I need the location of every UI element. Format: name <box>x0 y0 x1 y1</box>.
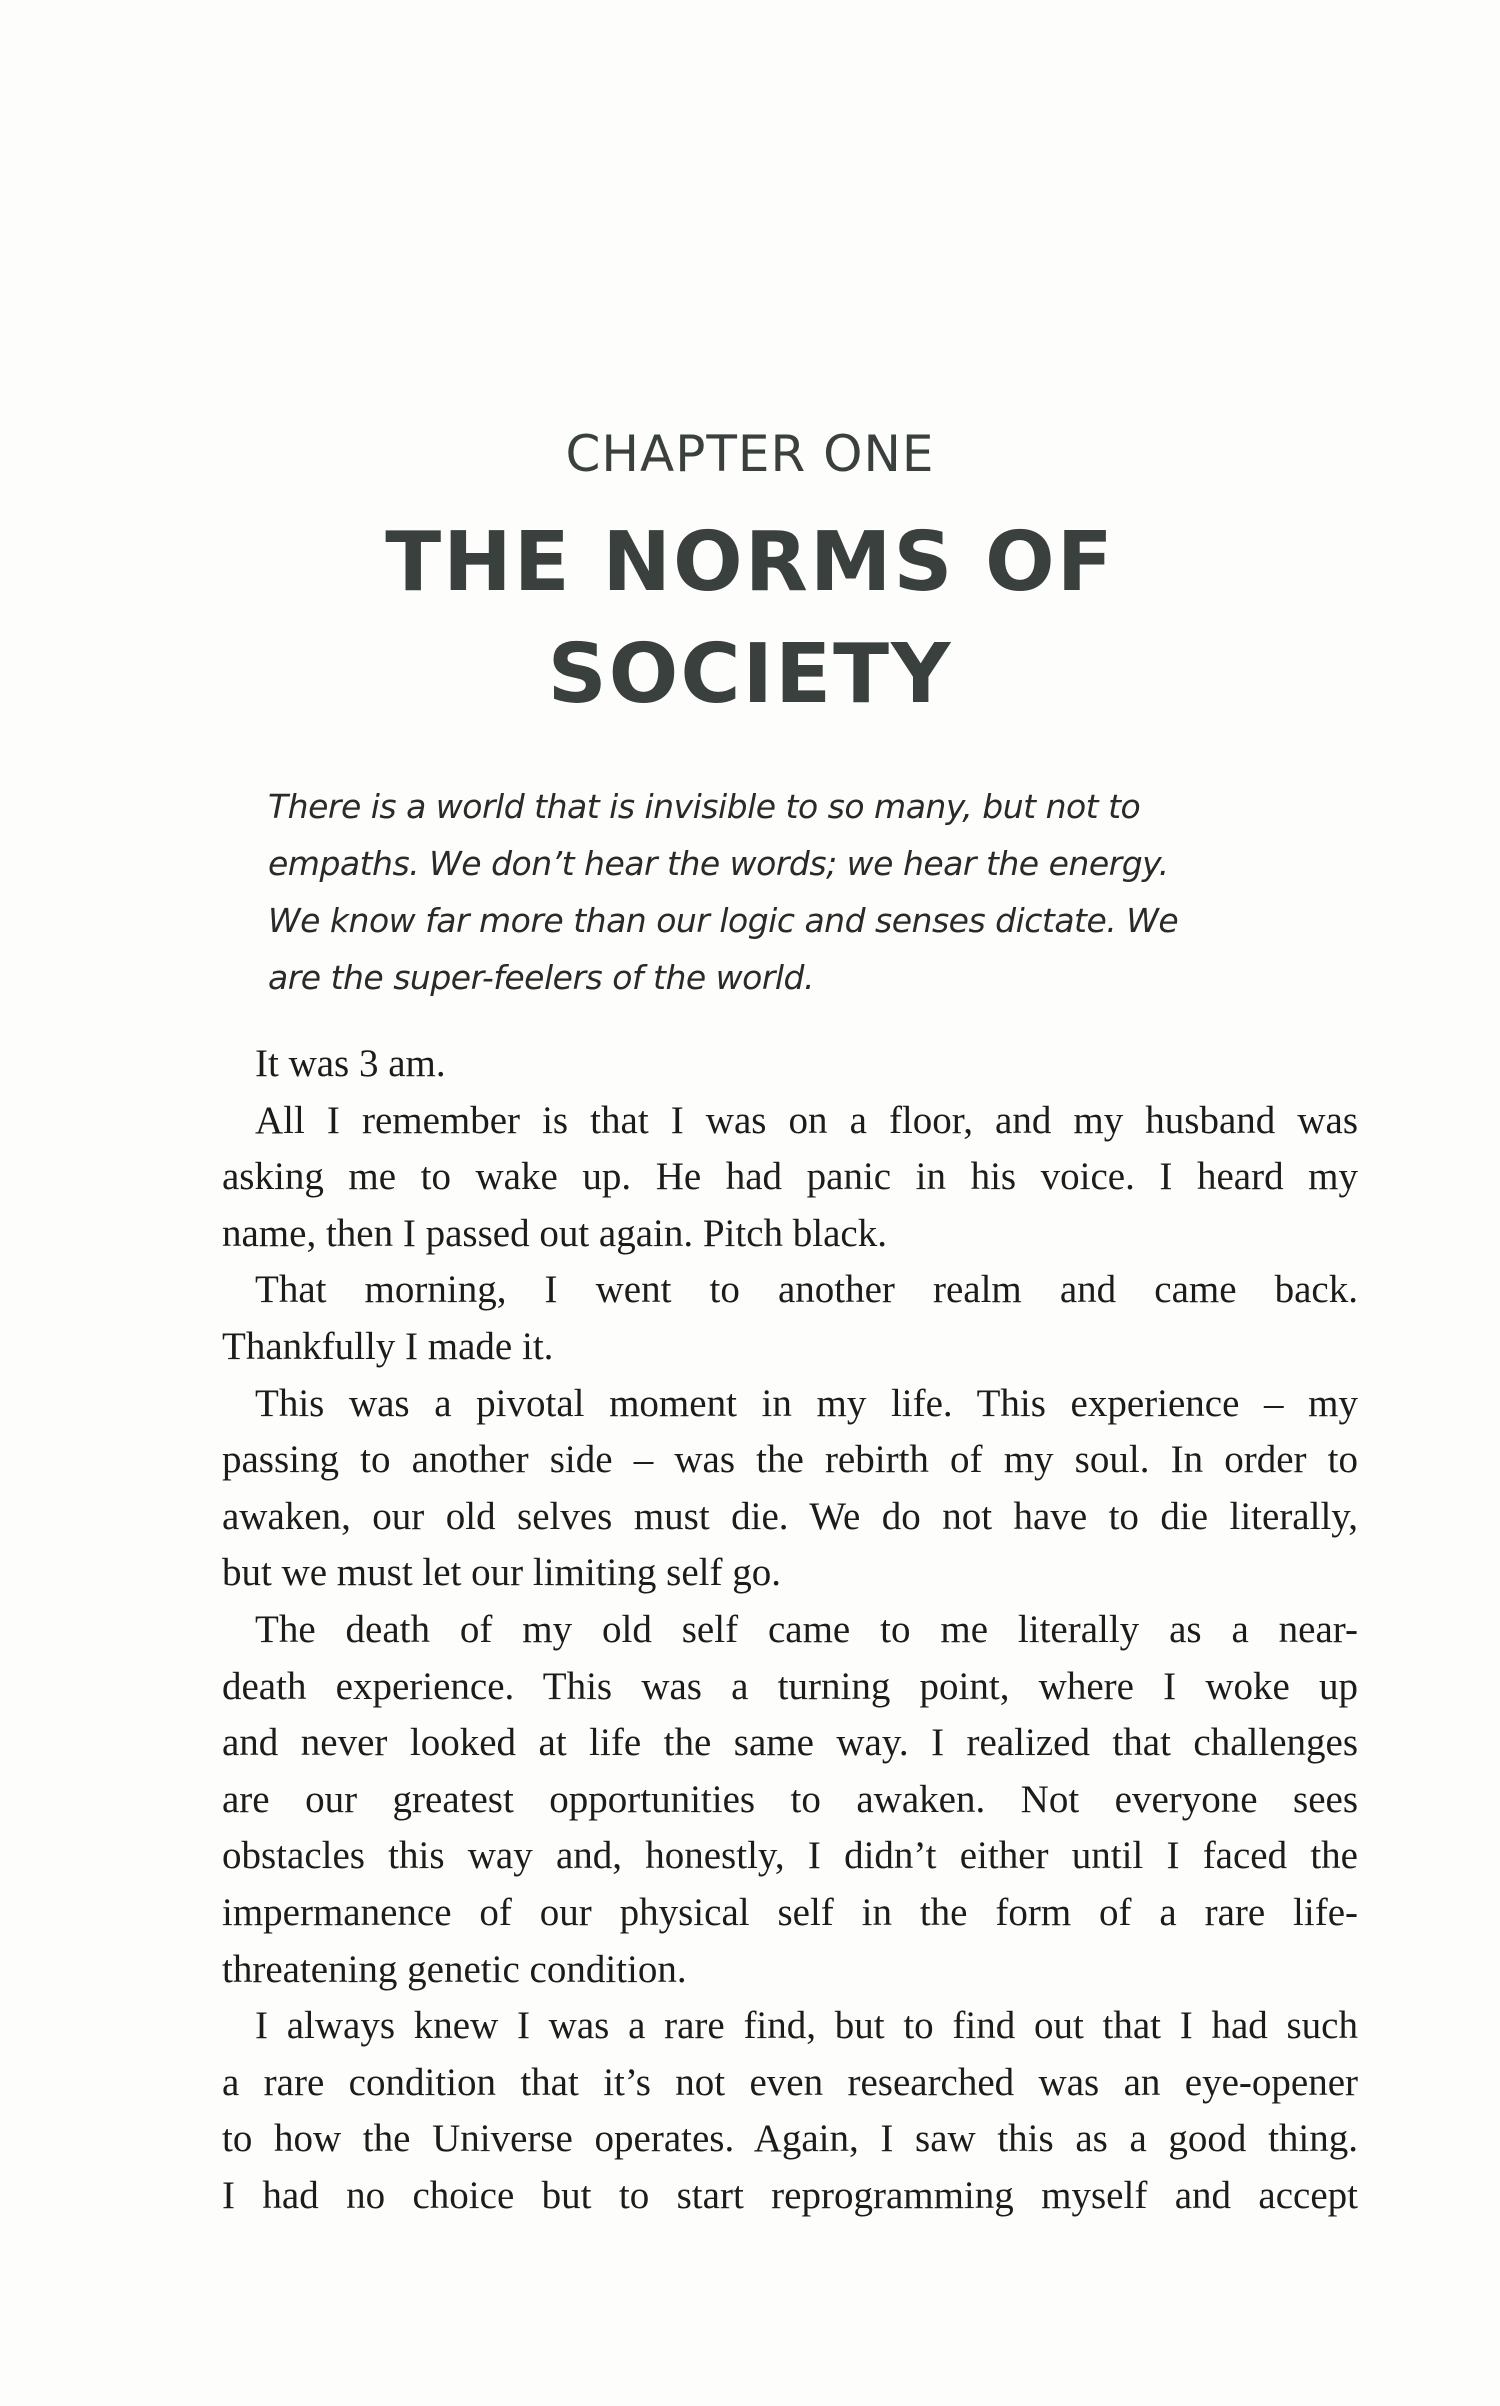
body-line: That morning, I went to another realm and came back. <box>255 1268 1358 1312</box>
epigraph-line: There is a world that is invisible to so many, but not to <box>268 787 1141 826</box>
body-line: and never looked at life the same way. I realized that challenges <box>222 1721 1358 1765</box>
body-line: The death of my old self came to me literally as a near- <box>255 1607 1358 1651</box>
body-line: All I remember is that I was on a floor, and my husband was <box>255 1098 1358 1142</box>
body-line: but we must let our limiting self go. <box>222 1551 781 1595</box>
body-line: a rare condition that it’s not even researched was an eye-opener <box>222 2060 1358 2104</box>
body-line: I had no choice but to start reprogramming myself and accept <box>222 2173 1358 2217</box>
body-line: passing to another side – was the rebirth of my soul. In order to <box>222 1438 1358 1482</box>
body-line: threatening genetic condition. <box>222 1947 687 1991</box>
body-line: I always knew I was a rare find, but to find out that I had such <box>255 2004 1358 2048</box>
body-line: awaken, our old selves must die. We do not have to die literally, <box>222 1494 1358 1538</box>
chapter-title-line-1: THE NORMS OF <box>385 515 1115 610</box>
epigraph-line: are the super-feelers of the world. <box>268 958 814 997</box>
chapter-title-line-2: SOCIETY <box>547 627 953 722</box>
body-line: asking me to wake up. He had panic in his voice. I heard my <box>222 1155 1358 1199</box>
epigraph-line: We know far more than our logic and senses dictate. We <box>268 901 1179 940</box>
body-line: to how the Universe operates. Again, I saw this as a good thing. <box>222 2117 1358 2161</box>
epigraph-line: empaths. We don’t hear the words; we hear the energy. <box>268 844 1169 883</box>
body-line: This was a pivotal moment in my life. This experience – my <box>255 1381 1358 1425</box>
body-line: name, then I passed out again. Pitch black. <box>222 1211 887 1255</box>
body-line: Thankfully I made it. <box>222 1324 554 1368</box>
body-line: impermanence of our physical self in the form of a rare life- <box>222 1890 1358 1934</box>
body-line: death experience. This was a turning point, where I woke up <box>222 1664 1358 1708</box>
chapter-label: CHAPTER ONE <box>565 425 935 483</box>
body-line: It was 3 am. <box>255 1042 446 1085</box>
body-line: are our greatest opportunities to awaken. Not everyone sees <box>222 1777 1358 1821</box>
body-text <box>222 1036 1358 2224</box>
body-line: obstacles this way and, honestly, I didn’t either until I faced the <box>222 1834 1358 1878</box>
